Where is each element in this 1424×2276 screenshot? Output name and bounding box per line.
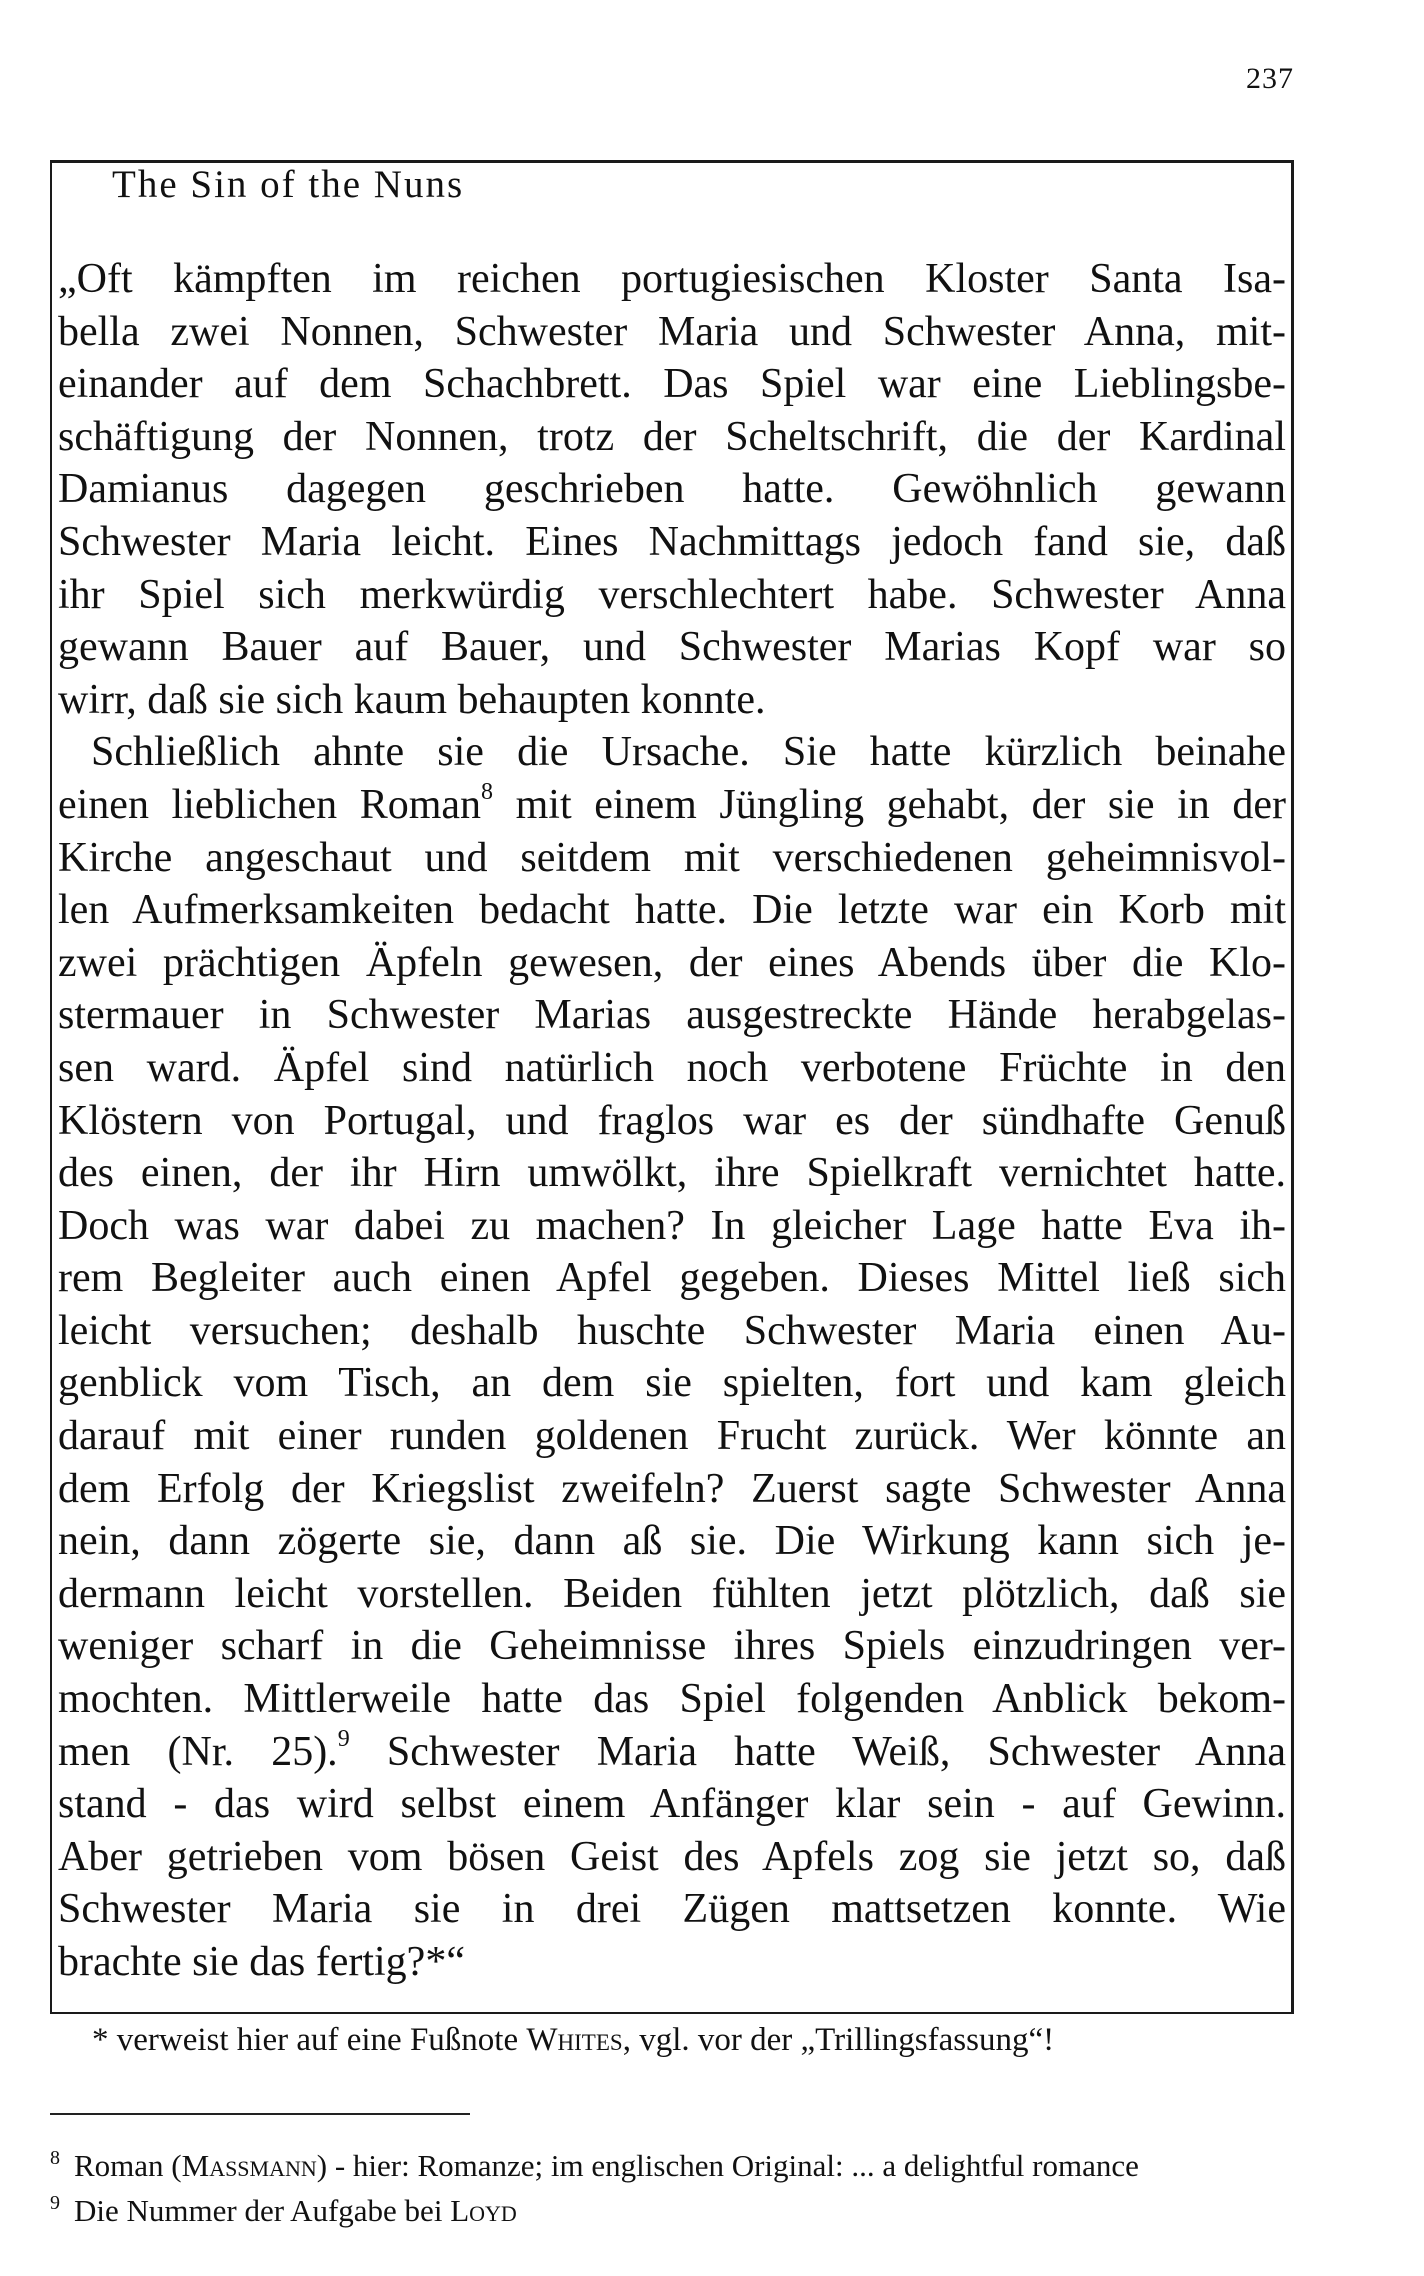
text-line: bella zwei Nonnen, Schwester Maria und Schwester Anna, mit- <box>58 308 1286 355</box>
page-number: 237 <box>1246 62 1294 95</box>
text-line: brachte sie das fertig?*“ <box>58 1939 465 1985</box>
footnote-9 <box>50 2193 517 2229</box>
footnote-8 <box>50 2148 1139 2184</box>
text-line: zwei prächtigen Äpfeln gewesen, der eines Abends über die Klo- <box>58 939 1286 986</box>
text-line: leicht versuchen; deshalb huschte Schwester Maria einen Au- <box>58 1307 1286 1354</box>
text-line: einander auf dem Schachbrett. Das Spiel war eine Lieblingsbe- <box>58 361 1286 408</box>
text-line: stand - das wird selbst einem Anfänger klar sein - auf Gewinn. <box>58 1781 1286 1828</box>
text-line: dermann leicht vorstellen. Beiden fühlten jetzt plötzlich, daß sie <box>58 1570 1286 1617</box>
text-line: sen ward. Äpfel sind natürlich noch verbotene Früchte in den <box>58 1044 1286 1091</box>
text-fragment: men (Nr. 25). <box>58 1728 338 1775</box>
footnote-text: Die Nummer der Aufgabe bei <box>74 2193 451 2228</box>
footnote-text: Roman ( <box>74 2148 182 2183</box>
text-line: rem Begleiter auch einen Apfel gegeben. Dieses Mittel ließ sich <box>58 1255 1286 1302</box>
text-line <box>58 779 1286 832</box>
note-author: Whites <box>526 2022 623 2058</box>
text-fragment: einen lieblichen Roman <box>58 781 482 828</box>
footnote-ref-9: 9 <box>337 1725 350 1752</box>
text-line: nein, dann zögerte sie, dann aß sie. Die Wirkung kann sich je- <box>58 1518 1286 1565</box>
note-text: , vgl. vor der „Trillingsfassung“! <box>622 2022 1055 2058</box>
text-line: Schwester Maria leicht. Eines Nachmittags jedoch fand sie, daß <box>58 518 1286 565</box>
text-line: gewann Bauer auf Bauer, und Schwester Marias Kopf war so <box>58 624 1286 671</box>
footnote-ref-8: 8 <box>481 778 494 805</box>
footnote-text: ) - hier: Romanze; im englischen Original: ... a delightful romance <box>316 2148 1139 2183</box>
footnote-author: Loyd <box>450 2193 517 2228</box>
text-line <box>58 1726 1286 1779</box>
text-fragment: Schwester Maria hatte Weiß, Schwester Anna <box>349 1728 1286 1775</box>
text-line: len Aufmerksamkeiten bedacht hatte. Die letzte war ein Korb mit <box>58 887 1286 934</box>
footnote-author: Massmann <box>181 2148 317 2183</box>
text-line: des einen, der ihr Hirn umwölkt, ihre Spielkraft vernichtet hatte. <box>58 1150 1286 1197</box>
text-line: Damianus dagegen geschrieben hatte. Gewöhnlich gewann <box>58 466 1286 513</box>
text-line: genblick vom Tisch, an dem sie spielten, fort und kam gleich <box>58 1360 1286 1407</box>
text-line: weniger scharf in die Geheimnisse ihres Spiels einzudringen ver- <box>58 1623 1286 1670</box>
text-line: wirr, daß sie sich kaum behaupten konnte. <box>58 676 766 723</box>
text-line: dem Erfolg der Kriegslist zweifeln? Zuerst sagte Schwester Anna <box>58 1465 1286 1512</box>
text-line: darauf mit einer runden goldenen Frucht zurück. Wer könnte an <box>58 1413 1286 1460</box>
footnote-number: 9 <box>50 2192 60 2214</box>
section-title: The Sin of the Nuns <box>112 163 465 206</box>
text-line: ihr Spiel sich merkwürdig verschlechtert habe. Schwester Anna <box>58 571 1286 618</box>
text-line: Doch was war dabei zu machen? In gleicher Lage hatte Eva ih- <box>58 1202 1286 1249</box>
note-text: * verweist hier auf eine Fußnote <box>92 2022 527 2058</box>
text-fragment: mit einem Jüngling gehabt, der sie in der <box>493 781 1286 828</box>
text-line: Schwester Maria sie in drei Zügen mattsetzen konnte. Wie <box>58 1886 1286 1933</box>
text-line: Klöstern von Portugal, und fraglos war es der sündhafte Genuß <box>58 1097 1286 1144</box>
text-line: „Oft kämpften im reichen portugiesischen Kloster Santa Isa- <box>58 256 1286 302</box>
text-line: stermauer in Schwester Marias ausgestreckte Hände herabgelas- <box>58 992 1286 1039</box>
footnote-separator <box>50 2113 470 2115</box>
footnote-number: 8 <box>50 2147 60 2169</box>
text-line: Kirche angeschaut und seitdem mit verschiedenen geheimnisvol- <box>58 834 1286 881</box>
text-line: mochten. Mittlerweile hatte das Spiel folgenden Anblick bekom- <box>58 1676 1286 1723</box>
text-line: Schließlich ahnte sie die Ursache. Sie hatte kürzlich beinahe <box>91 729 1286 776</box>
editor-note <box>92 2022 1054 2059</box>
body-text <box>58 253 1286 1989</box>
text-line: Aber getrieben vom bösen Geist des Apfels zog sie jetzt so, daß <box>58 1833 1286 1880</box>
text-line: schäftigung der Nonnen, trotz der Scheltschrift, die der Kardinal <box>58 413 1286 460</box>
